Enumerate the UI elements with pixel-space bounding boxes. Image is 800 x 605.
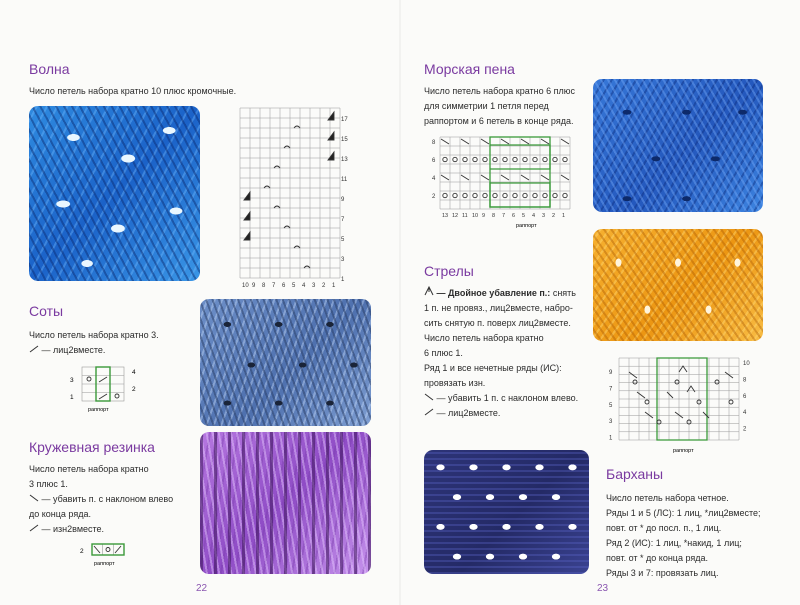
strely-row-label: 1 — [609, 435, 613, 442]
decrease-left-icon — [424, 391, 434, 406]
volna-row-label: 5 — [341, 237, 345, 243]
morskaya-row-label: 8 — [432, 140, 436, 146]
soty-rapport-label: раппорт — [88, 407, 109, 413]
morskaya-col-label: 11 — [462, 213, 468, 219]
volna-row-label: 9 — [341, 197, 345, 203]
morskaya-col-label: 8 — [492, 213, 496, 219]
volna-title: Волна — [29, 61, 70, 77]
k2tog-icon — [424, 406, 434, 421]
morskaya-col-label: 5 — [522, 213, 526, 219]
strely-row-label: 4 — [743, 410, 747, 417]
strely-row-label: 6 — [743, 393, 747, 400]
k2tog-icon — [29, 343, 39, 352]
volna-description: Число петель набора кратно 10 плюс кромочные. — [29, 86, 237, 96]
strely-rapport-label: раппорт — [673, 448, 694, 454]
decrease-left-icon — [29, 492, 39, 507]
volna-col-label: 1 — [332, 283, 336, 288]
barhany-swatch-photo — [424, 450, 589, 574]
kruzh-title: Кружевная резинка — [29, 439, 155, 455]
strely-row-label: 3 — [609, 419, 613, 426]
kruzh-swatch-photo — [200, 432, 371, 574]
volna-col-label: 4 — [302, 283, 306, 288]
morskaya-col-label: 6 — [512, 213, 516, 219]
page-spine — [399, 0, 401, 605]
morskaya-row-label: 4 — [432, 176, 436, 182]
morskaya-swatch-photo — [593, 79, 763, 212]
barhany-text: Число петель набора четное. Ряды 1 и 5 (ЛС): 1 лиц, *лиц2вместе; повт. от * до посл. п., 1 лиц. Ряд 2 (ИС): 1 лиц, *накид, 1 лиц; повт. от * до конца ряда. Ряды 3 и 7: провязать лиц. — [606, 493, 761, 578]
volna-row-label: 11 — [341, 177, 348, 183]
soty-row-label: 1 — [70, 394, 74, 401]
strely-swatch-photo — [593, 229, 763, 341]
volna-col-label: 2 — [322, 283, 326, 288]
morskaya-row-label: 2 — [432, 194, 436, 200]
morskaya-col-label: 10 — [472, 213, 479, 219]
strely-row-label: 2 — [743, 426, 747, 433]
volna-row-label: 15 — [341, 137, 348, 143]
strely-row-label: 7 — [609, 386, 613, 393]
strely-row-label: 8 — [743, 377, 747, 384]
volna-col-label: 7 — [272, 283, 276, 288]
barhany-title: Барханы — [606, 466, 664, 482]
morskaya-rapport-label: раппорт — [516, 223, 537, 229]
volna-chart — [236, 106, 352, 288]
volna-row-label: 13 — [341, 157, 348, 163]
morskaya-col-label: 13 — [442, 213, 449, 219]
double-decrease-icon — [424, 286, 434, 301]
morskaya-col-label: 12 — [452, 213, 459, 219]
p2tog-icon — [29, 522, 39, 537]
strely-row-label: 5 — [609, 402, 613, 409]
kruzh-rapport-label: раппорт — [94, 561, 115, 567]
volna-col-label: 3 — [312, 283, 316, 288]
soty-row-label: 3 — [70, 377, 74, 384]
volna-row-label: 7 — [341, 217, 345, 223]
volna-swatch-photo — [29, 106, 200, 281]
kruzh-chart — [78, 538, 138, 572]
strely-text: — Двойное убавление п.: снять 1 п. не провяз., лиц2вместе, набро- сить снятую п. поверх лиц2вместе. Число петель набора кратно 6 плюс 1. Ряд 1 и все нечетные ряды (ИС): провязать изн. — убавить 1 п. с наклоном влево. — лиц2вместе. — [424, 286, 589, 421]
soty-swatch-photo — [200, 299, 371, 426]
kruzh-row-label: 2 — [80, 548, 84, 555]
kruzh-text: Число петель набора кратно 3 плюс 1. — убавить п. с наклоном влево до конца ряда. — изн2вместе. — [29, 462, 173, 537]
morskaya-row-label: 6 — [432, 158, 436, 164]
page-number-left: 22 — [196, 583, 208, 594]
volna-row-label: 1 — [341, 277, 345, 283]
morskaya-col-label: 1 — [562, 213, 566, 219]
soty-row-label: 2 — [132, 386, 136, 393]
soty-title: Соты — [29, 303, 64, 319]
morskaya-col-label: 7 — [502, 213, 506, 219]
strely-row-label: 9 — [609, 370, 613, 376]
morskaya-title: Морская пена — [424, 61, 515, 77]
volna-col-label: 10 — [242, 283, 249, 288]
soty-text: Число петель набора кратно 3. — лиц2вместе. — [29, 330, 159, 355]
volna-col-label: 5 — [292, 283, 296, 288]
soty-chart — [66, 365, 156, 417]
strely-title: Стрелы — [424, 263, 474, 279]
morskaya-col-label: 4 — [532, 213, 536, 219]
soty-row-label: 4 — [132, 369, 136, 376]
morskaya-col-label: 3 — [542, 213, 546, 219]
page-number-right: 23 — [597, 583, 609, 594]
morskaya-chart — [430, 133, 580, 231]
strely-chart — [607, 352, 757, 458]
morskaya-text: Число петель набора кратно 6 плюс для симметрии 1 петля перед раппортом и 6 петель в конце ряда. — [424, 86, 576, 126]
volna-col-label: 9 — [252, 283, 256, 288]
volna-row-label: 17 — [341, 117, 348, 123]
strely-row-label: 10 — [743, 361, 750, 367]
volna-row-label: 3 — [341, 257, 345, 263]
volna-col-label: 8 — [262, 283, 266, 288]
morskaya-col-label: 9 — [482, 213, 486, 219]
morskaya-col-label: 2 — [552, 213, 556, 219]
volna-col-label: 6 — [282, 283, 286, 288]
